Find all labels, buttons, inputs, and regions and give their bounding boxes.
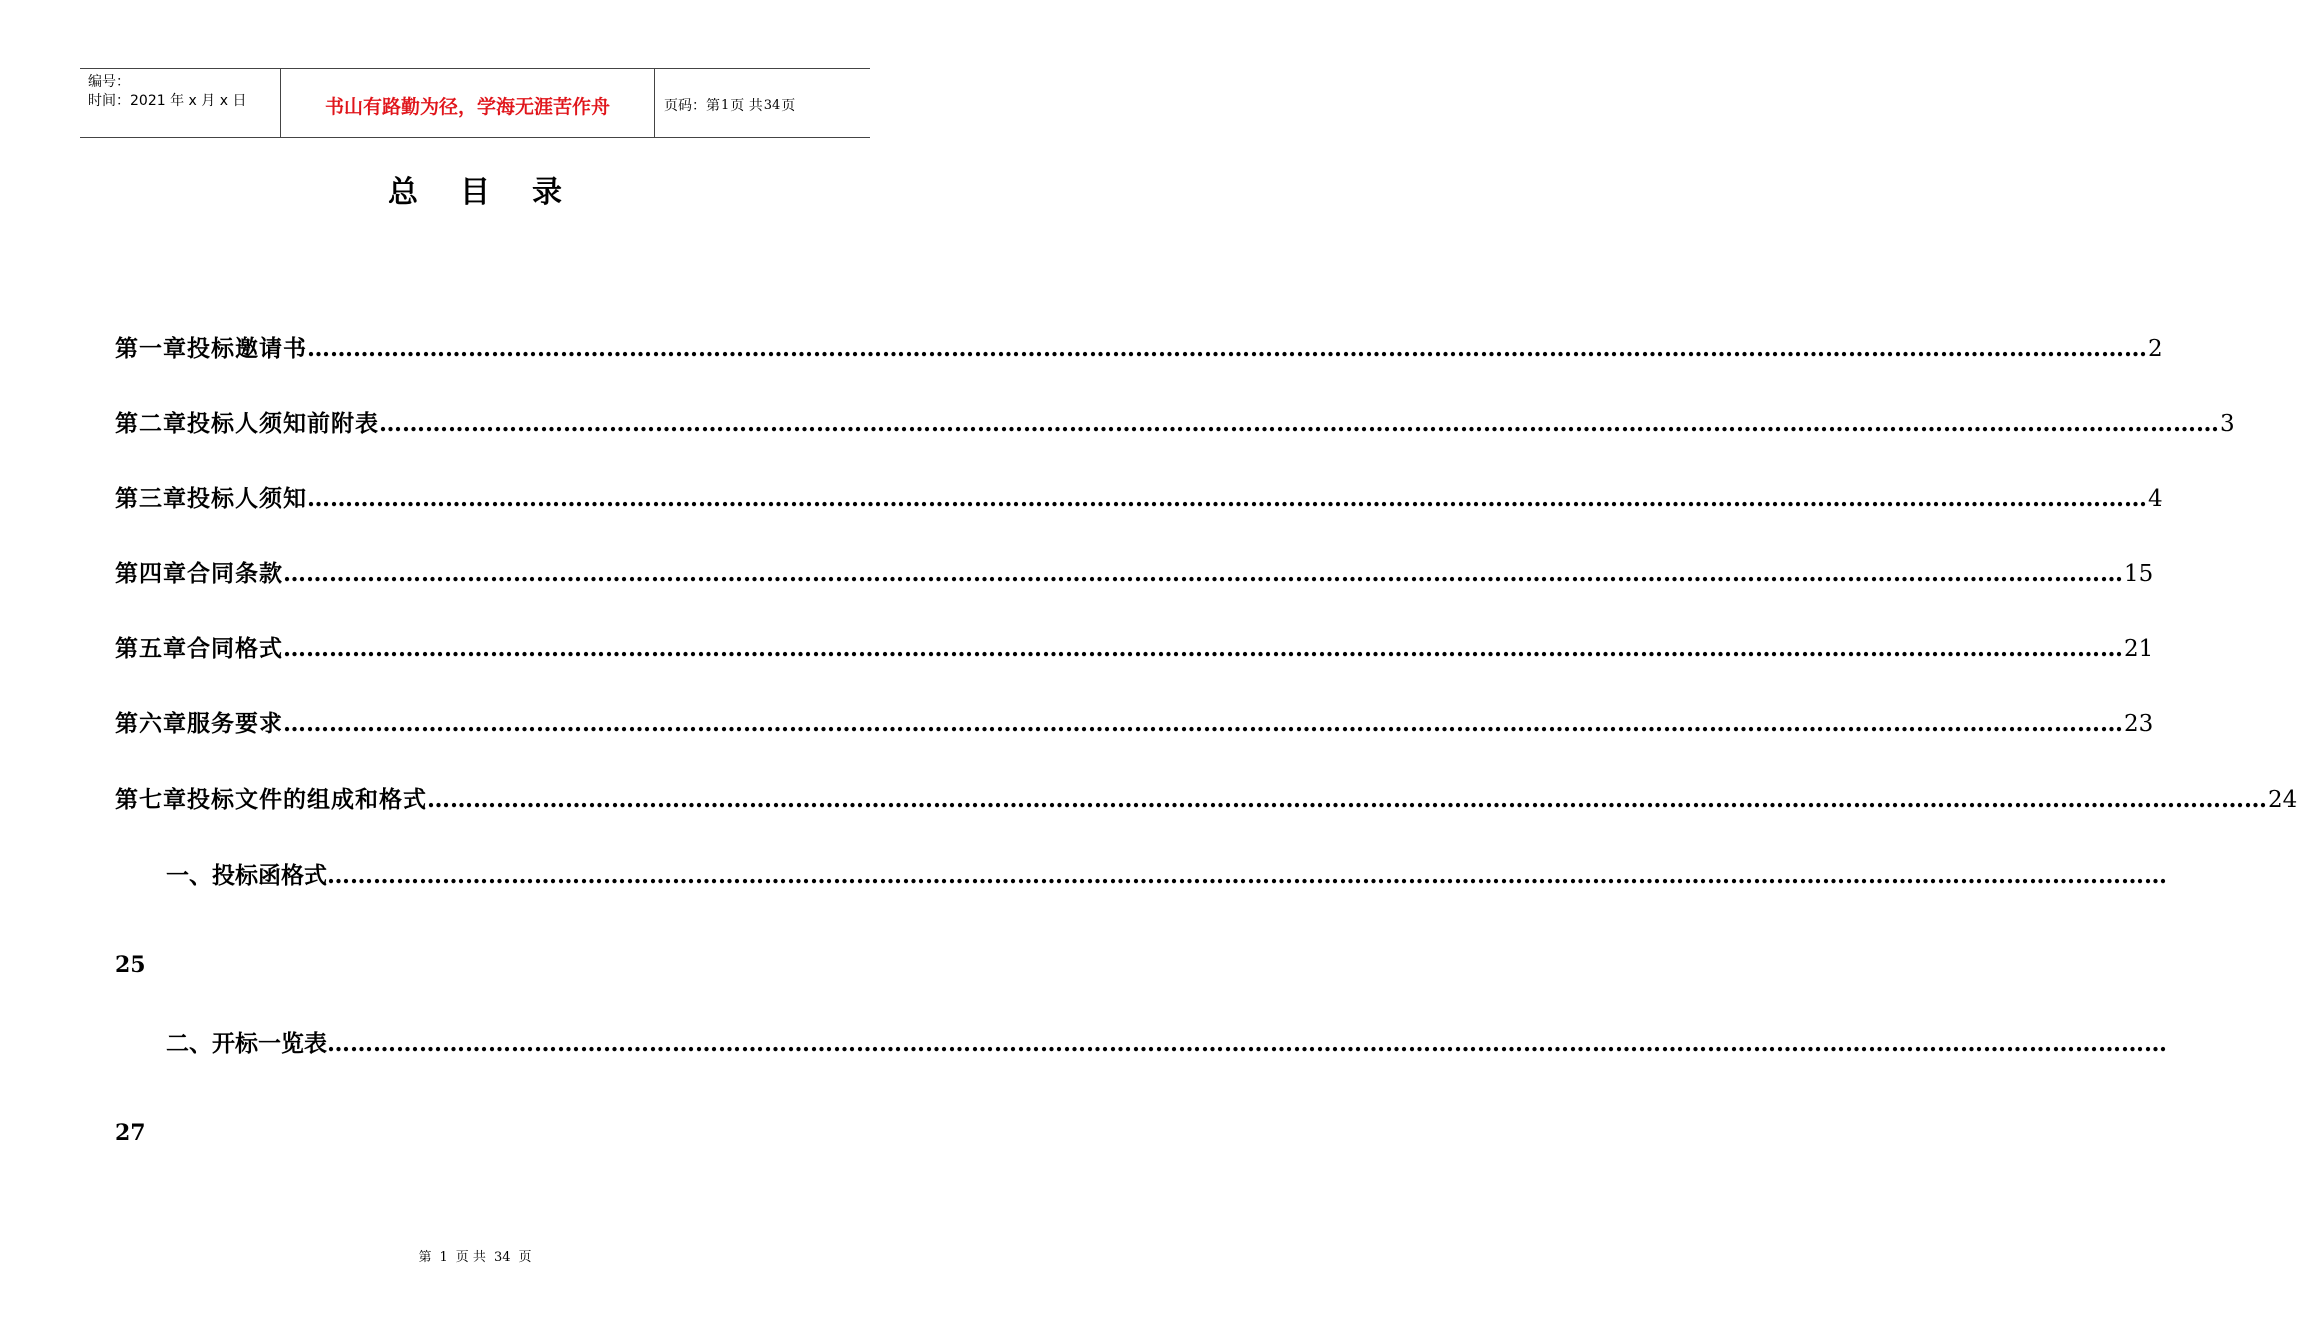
- footer-mid: 页 共: [455, 1250, 486, 1265]
- toc-title: 合同条款: [187, 560, 283, 587]
- toc-chapter: 第七章: [115, 786, 187, 813]
- toc-title: 合同格式: [187, 635, 283, 662]
- page-total: 34: [763, 97, 781, 113]
- time-label: 时间：2021 年 x 月 x 日: [88, 93, 247, 109]
- toc-page: 2: [2148, 336, 2163, 362]
- footer-current: 1: [439, 1250, 448, 1265]
- toc-entry[interactable]: [115, 630, 2154, 663]
- footer-prefix: 第: [418, 1250, 432, 1265]
- toc-title: 投标文件的组成和格式: [187, 786, 427, 813]
- toc-leader: ……………………………………………………………………………………………………………………………………………………………………………………………………………………: [327, 1030, 2167, 1057]
- toc-page: 3: [2220, 411, 2235, 437]
- toc-page: 24: [2268, 787, 2297, 813]
- toc-entry[interactable]: [115, 781, 2297, 814]
- footer-total: 34: [493, 1250, 511, 1265]
- toc-entry[interactable]: [115, 330, 2163, 363]
- toc-leader: ……………………………………………………………………………………………………………………………………………………………………………………………………………………: [283, 560, 2123, 587]
- footer-suffix: 页: [518, 1250, 532, 1265]
- header-page-info: [655, 69, 870, 137]
- toc-page: 23: [2124, 711, 2154, 737]
- number-label: 编号：: [88, 74, 130, 90]
- toc-entry[interactable]: [115, 480, 2163, 513]
- toc-page: 15: [2124, 561, 2154, 587]
- toc-subentry[interactable]: [166, 857, 2167, 890]
- toc-subtitle: 一、投标函格式: [166, 862, 327, 889]
- toc-entry[interactable]: [115, 405, 2235, 438]
- toc-title: 投标人须知前附表: [187, 410, 379, 437]
- toc-page: 21: [2124, 636, 2154, 662]
- toc-entry[interactable]: [115, 705, 2154, 738]
- toc-chapter: 第五章: [115, 635, 187, 662]
- toc-entry[interactable]: [115, 555, 2154, 588]
- page-current: 1: [721, 97, 730, 113]
- header-meta: [80, 69, 281, 137]
- toc-leader: ……………………………………………………………………………………………………………………………………………………………………………………………………………………: [307, 485, 2147, 512]
- toc-chapter: 第三章: [115, 485, 187, 512]
- toc-subpage: 27: [115, 1120, 146, 1146]
- page-footer: [0, 1246, 950, 1265]
- toc-chapter: 第四章: [115, 560, 187, 587]
- toc-leader: ……………………………………………………………………………………………………………………………………………………………………………………………………………………: [283, 635, 2123, 662]
- toc-chapter: 第二章: [115, 410, 187, 437]
- page-title: 总目录: [388, 175, 604, 210]
- toc-leader: ……………………………………………………………………………………………………………………………………………………………………………………………………………………: [379, 410, 2219, 437]
- toc-subpage: 25: [115, 952, 146, 978]
- header-motto: 书山有路勤为径，学海无涯苦作舟: [281, 69, 655, 137]
- toc-title: 投标邀请书: [187, 335, 307, 362]
- toc-leader: ……………………………………………………………………………………………………………………………………………………………………………………………………………………: [283, 710, 2123, 737]
- page-suffix: 页: [781, 98, 796, 114]
- toc-leader: ……………………………………………………………………………………………………………………………………………………………………………………………………………………: [307, 335, 2147, 362]
- toc-leader: ……………………………………………………………………………………………………………………………………………………………………………………………………………………: [327, 862, 2167, 889]
- page-prefix: 页码：第: [664, 98, 720, 114]
- toc-chapter: 第一章: [115, 335, 187, 362]
- toc-chapter: 第六章: [115, 710, 187, 737]
- page-mid: 页 共: [730, 98, 763, 114]
- toc-subentry[interactable]: [166, 1025, 2167, 1058]
- toc-page: 4: [2148, 486, 2163, 512]
- toc-title: 投标人须知: [187, 485, 307, 512]
- toc-leader: ……………………………………………………………………………………………………………………………………………………………………………………………………………………: [427, 786, 2267, 813]
- document-header: [80, 68, 870, 138]
- toc-subtitle: 二、开标一览表: [166, 1030, 327, 1057]
- toc-title: 服务要求: [187, 710, 283, 737]
